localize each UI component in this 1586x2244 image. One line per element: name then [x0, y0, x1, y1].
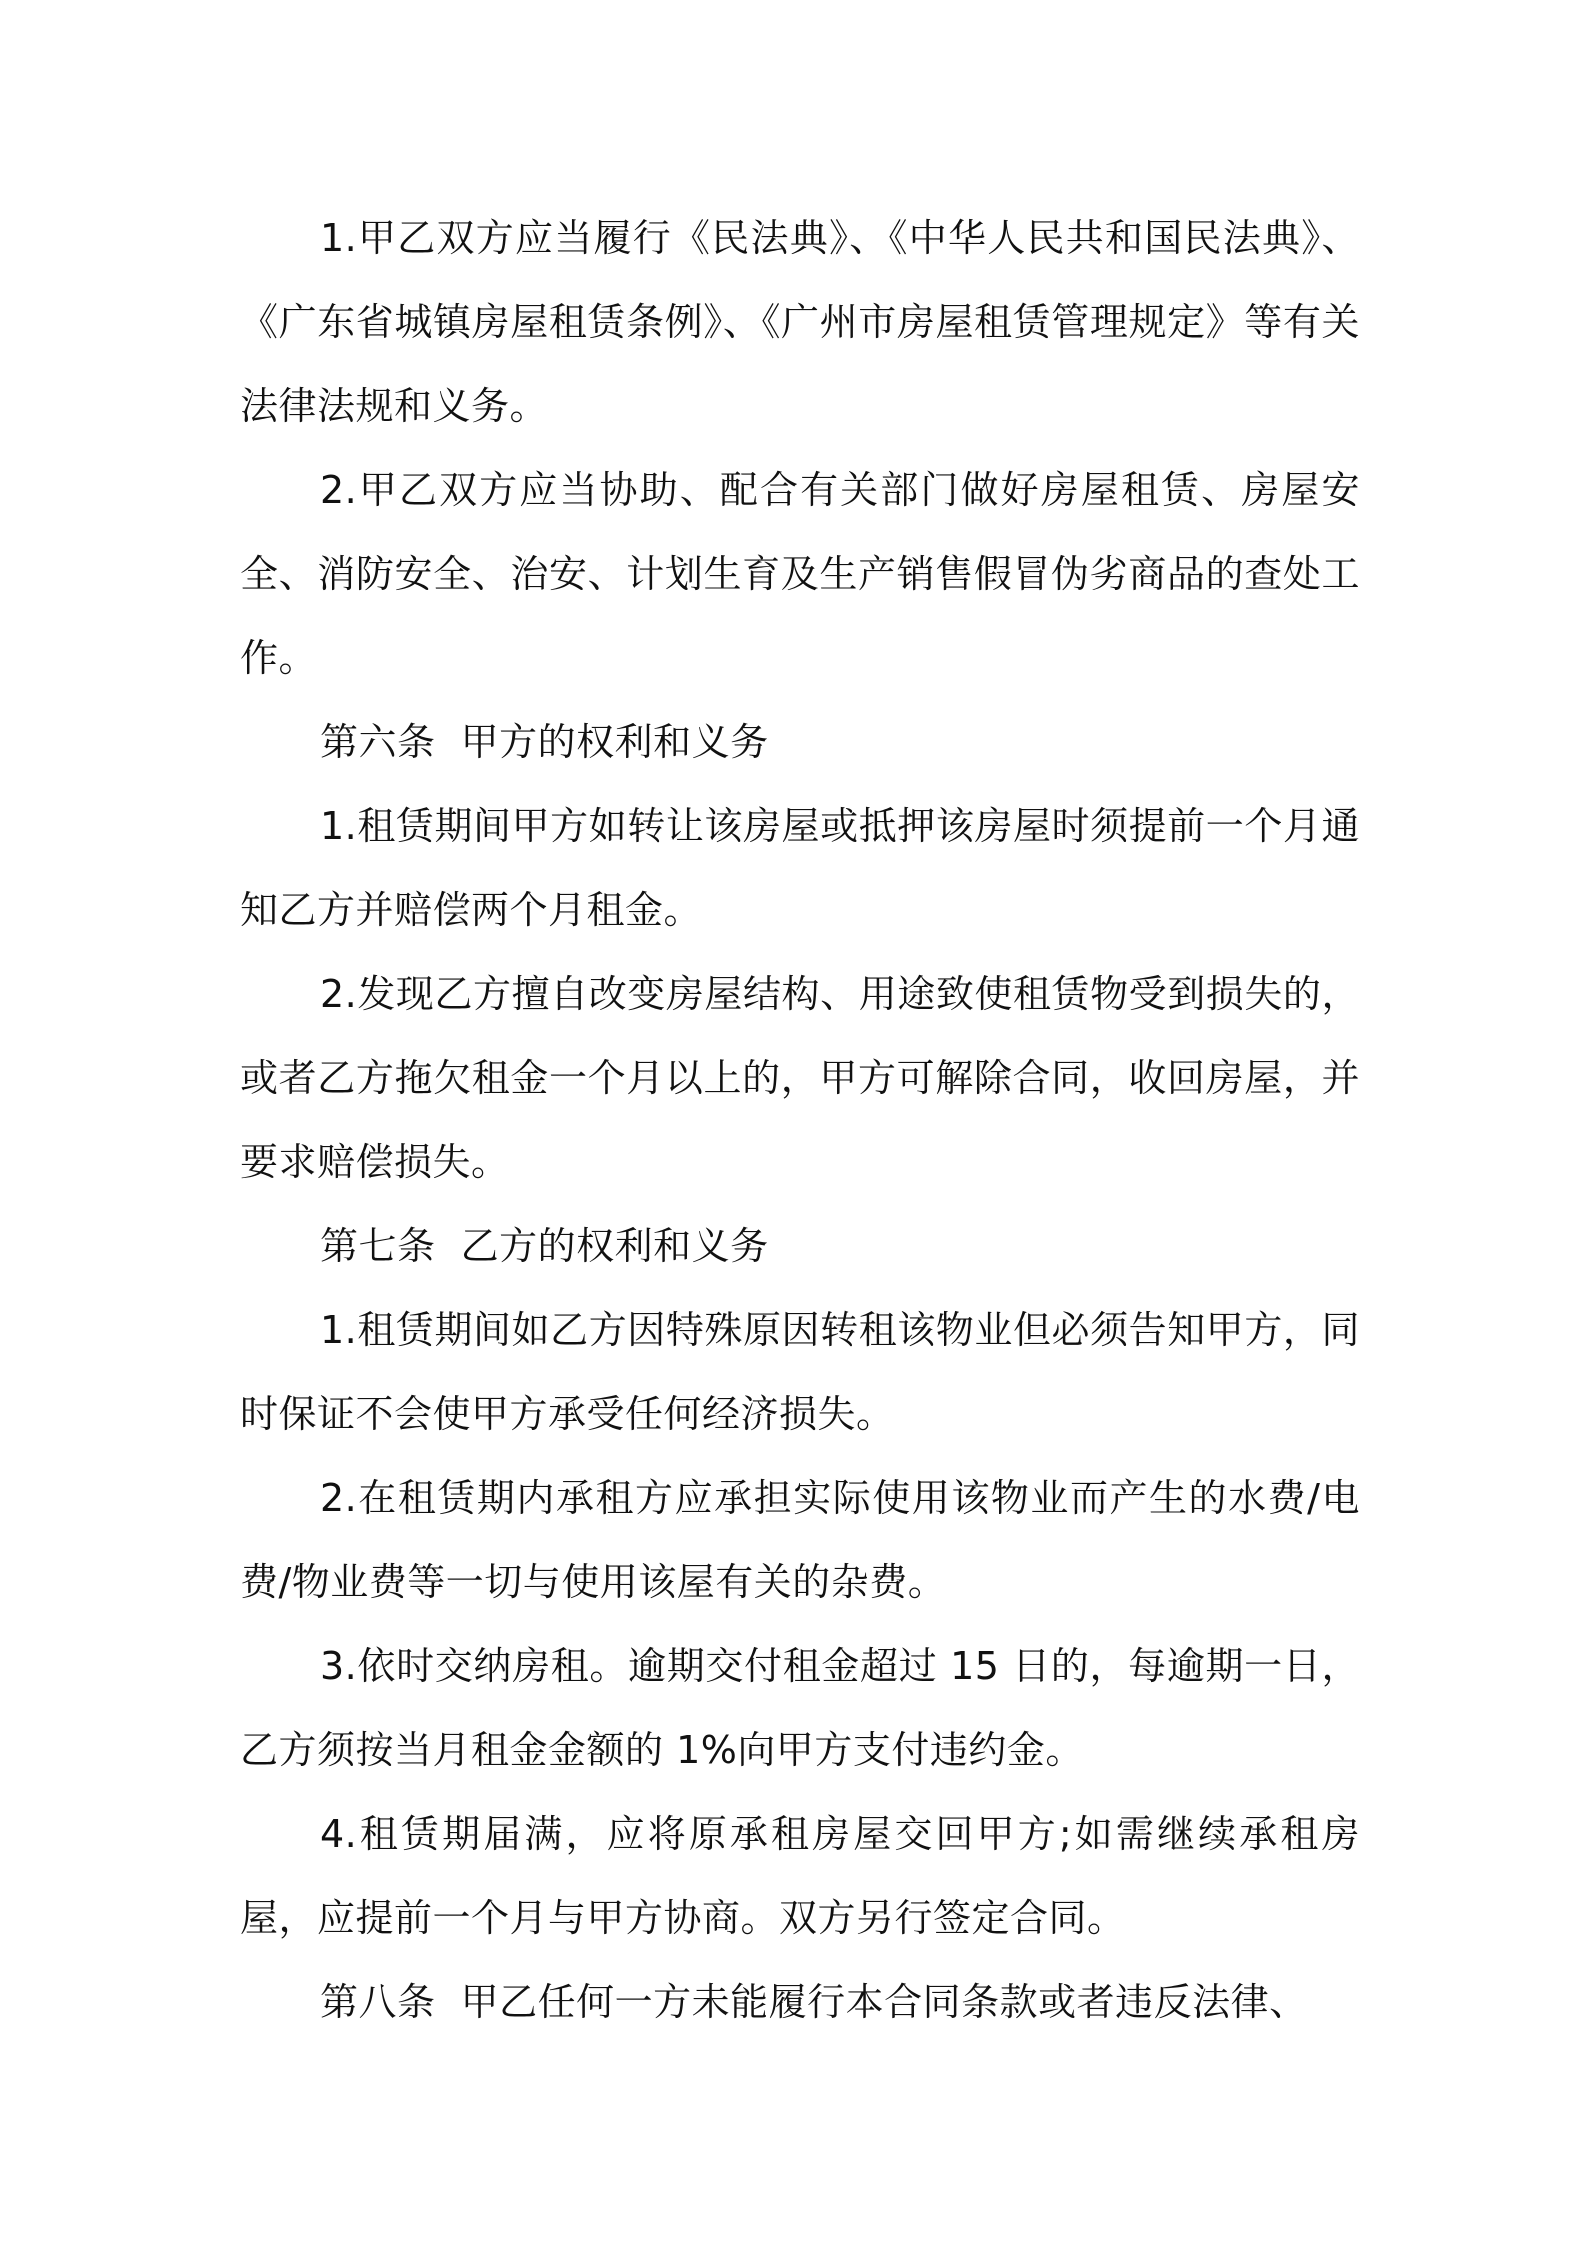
article-7-heading: 第七条 乙方的权利和义务: [320, 1224, 769, 1268]
article-8-heading: 第八条 甲乙任何一方未能履行本合同条款或者违反法律、: [320, 1980, 1308, 2024]
article-7-item-2: 2.在租赁期内承租方应承担实际使用该物业而产生的水费/电费/物业费等一切与使用该屋有关的杂费。: [240, 1476, 1360, 1604]
article-6-item-1: 1.租赁期间甲方如转让该房屋或抵押该房屋时须提前一个月通知乙方并赔偿两个月租金。: [240, 804, 1360, 932]
clause-5-item-2: 2.甲乙双方应当协助、配合有关部门做好房屋租赁、房屋安全、消防安全、治安、计划生育及生产销售假冒伪劣商品的查处工作。: [240, 468, 1360, 680]
article-6-heading: 第六条 甲方的权利和义务: [320, 720, 769, 764]
article-7-item-3: 3.依时交纳房租。逾期交付租金超过 15 日的，每逾期一日，乙方须按当月租金金额的 1%向甲方支付违约金。: [240, 1644, 1360, 1772]
article-7-item-4: 4.租赁期届满，应将原承租房屋交回甲方;如需继续承租房屋，应提前一个月与甲方协商。双方另行签定合同。: [240, 1812, 1360, 1940]
article-7-item-1: 1.租赁期间如乙方因特殊原因转租该物业但必须告知甲方，同时保证不会使甲方承受任何经济损失。: [240, 1308, 1360, 1436]
document-body: [240, 196, 1360, 2044]
article-6-item-2: 2.发现乙方擅自改变房屋结构、用途致使租赁物受到损失的，或者乙方拖欠租金一个月以上的，甲方可解除合同，收回房屋，并要求赔偿损失。: [240, 972, 1360, 1184]
clause-5-item-1: 1.甲乙双方应当履行《民法典》、《中华人民共和国民法典》、《广东省城镇房屋租赁条例》、《广州市房屋租赁管理规定》等有关法律法规和义务。: [240, 216, 1360, 428]
